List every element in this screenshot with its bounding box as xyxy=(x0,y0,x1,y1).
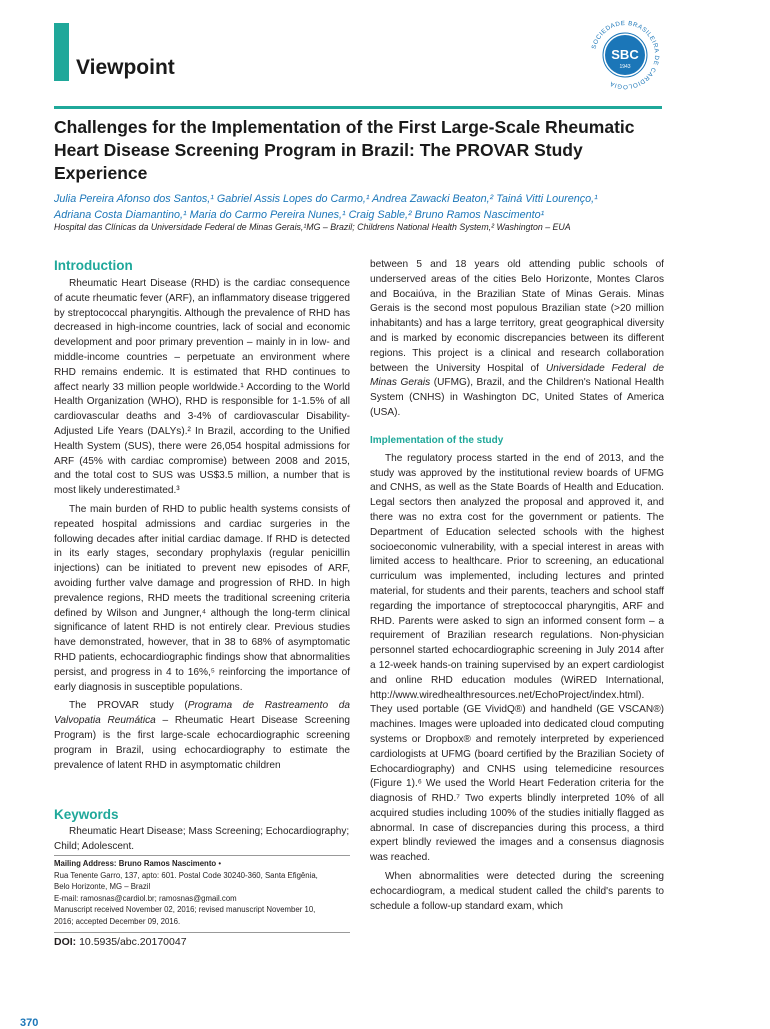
intro-paragraph-3 xyxy=(54,699,350,773)
doi xyxy=(54,936,187,948)
authors-line-2: Adriana Costa Diamantino,¹ Maria do Carmo Pereira Nunes,¹ Craig Sable,² Bruno Ramos Nascimento¹ xyxy=(54,209,545,221)
header-accent-bar xyxy=(54,23,69,81)
intro-p3-prefix: The PROVAR study ( xyxy=(69,700,188,712)
logo-ring-text: SOCIEDADE BRASILEIRA DE CARDIOLOGIA xyxy=(590,19,661,91)
right-paragraph-2: The regulatory process started in the end of 2013, and the study was approved by the institutional review boards of UFMG and CNHS, as well as the State Boards of Health and Education. Legal sectors then analyzed the proposal and approved it, and there was no extra cost for the government or patients. The Department of Education selected schools with the highest socioeconomic vulnerability, with a special interest in areas with limited access to healthcare. Prior to screening, an educational curriculum was implemented, including lectures and printed material, for students and their parents, teachers and school staff regarding the importance of streptococcal pharyngitis, ARF and RHD. Parents were asked to sign an informed consent form – a requirement of Brazilian research regulations. Non-physician personnel started echocardiographic screening in July 2014 after a 12-week hands-on training supervised by an expert cardiologist and online RHD education modules (WiRED International, http://www.wiredhealthresources.net/EchoProject/index.html). They used portable (GE VividQ®) and handheld (GE VSCAN®) machines. Images were uploaded into dedicated cloud computing systems or Dropbox® and remotely interpreted by experienced cardiologists at UFMG (board certified by the Brazilian Society of Echocardiography) and CNHS using telemedicine resources (Figure 1).⁶ We used the World Heart Federation criteria for the diagnosis of RHD.⁷ Two experts blindly interpreted 10% of all acquired studies including 100% of the studies initially flagged as abnormal. In case of discrepancies during this process, a third expert blindly reviewed the images and a consensus diagnosis was reached. xyxy=(370,452,664,864)
address-line-1: Rua Tenente Garro, 137, apto: 601. Postal Code 30240-360, Santa Efigênia, xyxy=(54,870,318,880)
keywords-block xyxy=(54,807,350,854)
sbc-logo xyxy=(585,15,665,95)
address-line-2: Belo Horizonte, MG – Brazil xyxy=(54,882,151,891)
intro-body xyxy=(54,277,350,773)
logo-center-text: SBC xyxy=(611,47,639,62)
correspondence-bullet: • xyxy=(218,859,222,868)
intro-paragraph-1: Rheumatic Heart Disease (RHD) is the cardiac consequence of acute rheumatic fever (ARF), an inflammatory disease triggered by streptococcal pharyngitis. Although the prevalence of RHD has decreased in high-income countries, lack of social and economic development and poor primary prevention – mainly in in low- and middle-income countries – perpetuate an environment where RHD remains endemic. It is estimated that RHD continues to affect nearly 33 million people worldwide.¹ According to the World Health Organization (WHO), RHD is responsible for 1-1.5% of all cardiovascular deaths and 3-4% of cardiovascular Disability-Adjusted Life Years (DALYs).² In Brazil, according to the Unified Health System (SUS), there were 26,054 hospital admissions for ARF (45% with cardiac compromise) between 2008 and 2015, and the total cost to SUS was US$3.5 million, a number that is most likely underestimated.³ xyxy=(54,278,350,497)
address-divider xyxy=(54,855,350,856)
right-body-1 xyxy=(370,258,664,421)
implementation-heading: Implementation of the study xyxy=(370,434,504,446)
right-column xyxy=(370,258,664,914)
intro-p3-italic: Programa de Rastreamento da Valvopatia Reumática xyxy=(54,700,350,727)
intro-heading: Introduction xyxy=(54,258,133,273)
manuscript-dates-line-2: 2016; accepted December 09, 2016. xyxy=(54,916,181,926)
right-p1-a: between 5 and 18 years old attending public schools of underserved areas of the cities Belo Horizonte, Montes Claros and Bocaiúva, in the Brazilian State of Minas Gerais. Minas Gerais is the second most populous Brazilian state (>20 million inhabitants) and has a large territory, great geographical diversity and is marked by economic discrepancies between its different regions. This project is a clinical and research collaboration between the University Hospital of xyxy=(370,259,664,374)
right-body-2 xyxy=(370,452,664,915)
header-divider xyxy=(54,106,662,109)
article-title: Challenges for the Implementation of the First Large-Scale Rheumatic Heart Disease Screening Program in Brazil: The PROVAR Study Experience xyxy=(54,117,635,183)
email-line: E-mail: ramosnas@cardiol.br; ramosnas@gmail.com xyxy=(54,893,237,903)
doi-value[interactable]: 10.5935/abc.20170047 xyxy=(79,936,187,948)
right-p1-italic: Universidade Federal de Minas Gerais xyxy=(370,362,664,389)
correspondence-heading xyxy=(54,858,350,870)
left-column xyxy=(54,258,350,773)
keywords-text: Rheumatic Heart Disease; Mass Screening; Echocardiography; Child; Adolescent. xyxy=(54,826,350,852)
correspondence xyxy=(54,858,350,927)
author-list xyxy=(54,191,674,223)
right-p1-b: (UFMG), Brazil, and the Children's National Health System (CNHS) in Washington DC, United States of America (USA). xyxy=(370,377,664,418)
correspondence-label: Mailing Address: Bruno Ramos Nascimento xyxy=(54,859,217,868)
right-paragraph-3: When abnormalities were detected during the screening echocardiogram, a medical student called the child's parents to schedule a follow-up standard exam, which xyxy=(370,871,664,912)
manuscript-dates-line-1: Manuscript received November 02, 2016; revised manuscript November 10, xyxy=(54,905,316,914)
keywords-heading: Keywords xyxy=(54,807,119,822)
section-label: Viewpoint xyxy=(76,56,175,79)
right-paragraph-1 xyxy=(370,258,664,421)
logo-year: 1943 xyxy=(619,64,631,70)
doi-label: DOI: xyxy=(54,936,77,948)
intro-p3-suffix: – Rheumatic Heart Disease Screening Program) is the first large-scale echocardiographic screening program in Brazil, using echocardiography to estimate the prevalence of latent RHD in asymptomatic children xyxy=(54,715,350,771)
authors-line-1: Julia Pereira Afonso dos Santos,¹ Gabriel Assis Lopes do Carmo,¹ Andrea Zawacki Beaton,² Tainá Vitti Lourenço,¹ xyxy=(54,193,598,205)
page-number: 370 xyxy=(20,1017,39,1029)
affiliations: Hospital das Clínicas da Universidade Federal de Minas Gerais,¹MG – Brazil; Childrens National Health System,² Washington – EUA xyxy=(54,222,571,232)
doi-divider xyxy=(54,932,350,933)
intro-paragraph-2: The main burden of RHD to public health systems consists of repeated hospital admissions and cardiac surgeries in the following decades after initial cardiac damage. If RHD is detected in its early stages, secondary prophylaxis (regular penicillin injections) can be initiated to prevent new episodes of ARF, avoiding further valve damage and progression of RHD. In high prevalence regions, RHD meets the traditional screening criteria defined by Wilson and Jungner,⁴ although the long-term clinical significance of latent RHD is not entirely clear. Previous studies have demonstrated, however, that in 38 to 68% of asymptomatic RHD patients, echocardiographic findings show that abnormalities persist, and progress in 4 to 16%,⁵ reinforcing the importance of early diagnosis in susceptible populations. xyxy=(54,503,350,693)
